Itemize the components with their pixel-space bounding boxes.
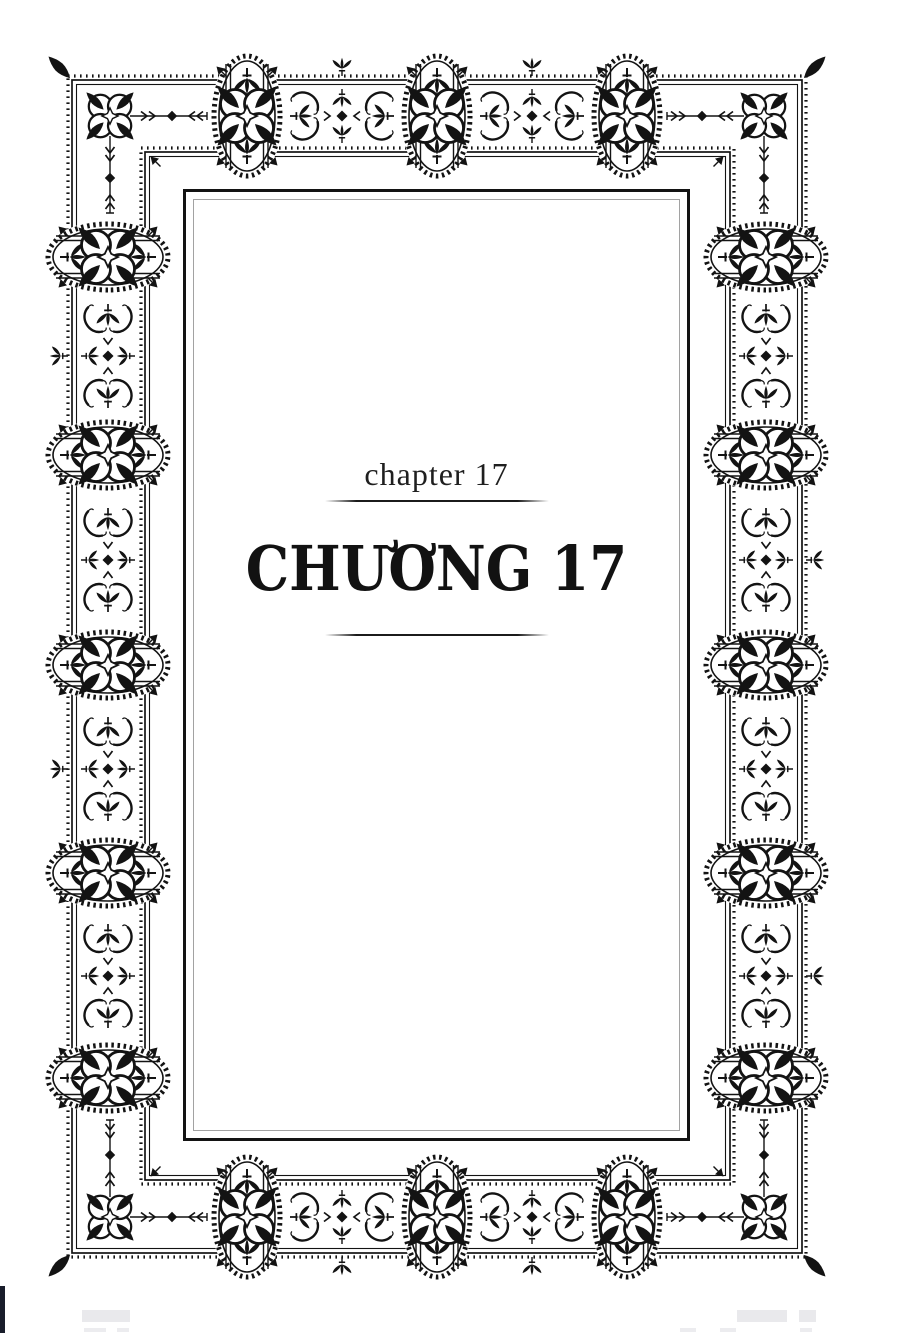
- footer-artifact-right: [737, 1310, 787, 1322]
- footer-speck: [800, 1328, 812, 1332]
- footer-speck: [117, 1328, 129, 1332]
- footer-artifact-right-2: [799, 1310, 816, 1322]
- divider-bottom: [325, 634, 549, 636]
- footer-artifact-left: [82, 1310, 130, 1322]
- footer-speck: [84, 1328, 106, 1332]
- footer-speck: [680, 1328, 696, 1332]
- left-edge-ui-sliver: [0, 1286, 5, 1333]
- chapter-label-small: chapter 17: [364, 456, 509, 492]
- title-block: [183, 0, 690, 1333]
- divider-top: [325, 500, 549, 502]
- footer-speck: [720, 1328, 736, 1332]
- chapter-title: CHƯƠNG 17: [245, 532, 628, 605]
